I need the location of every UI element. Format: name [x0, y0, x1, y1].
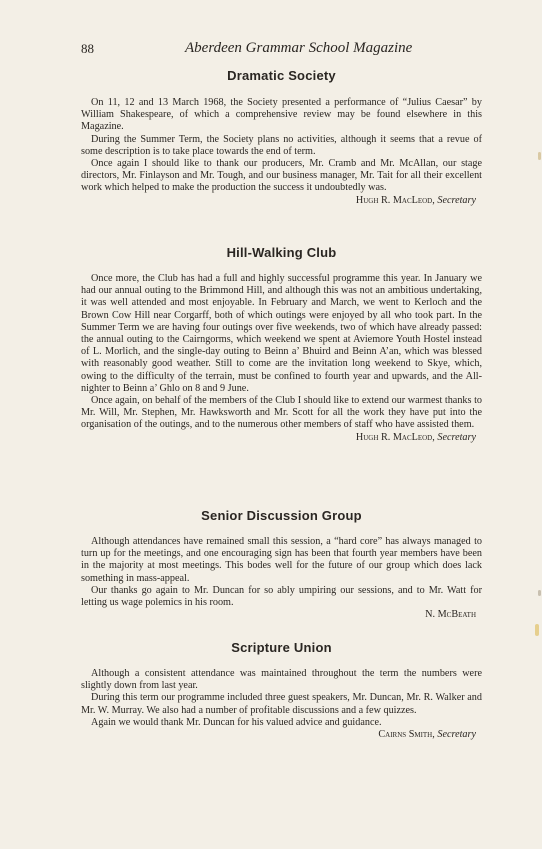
signature-role: Secretary	[437, 729, 476, 741]
scan-mark	[535, 624, 539, 636]
signature-name: Hugh R. MacLeod,	[355, 194, 435, 206]
section-dramatic-society	[81, 68, 482, 207]
paragraph: Once more, the Club has had a full and highly successful programme this year. In January we had our annual outing to the Brimmond Hill, and although this was not an ambitious undertaking, it was well attended and most enjoyable. In February and March, we went to Kerloch and the Brown Cow Hill near Corgarff, both of which outings were enjoyed by all who took part. In the Summer Term we are having four outings over five weekends, two of which have already passed: the annual outing to the Cairngorms, which weekend we spent at Aviemore Youth Hostel instead of L. Morlich, and the single-day outing to Beinn a’ Bhuird and Beinn A’an, which was blessed with reasonably good weather. Still to come are the invitation long weekend to Skye, which, owing to the difficulty of the terrain, must be confined to fourth year and upwards, and the All-nighter to Beinn a’ Ghlo on 8 and 9 June.	[81, 273, 482, 394]
paragraph: Although a consistent attendance was maintained throughout the term the numbers were slightly down from last year.	[81, 668, 482, 692]
page-number: 88	[81, 41, 94, 56]
paragraph: On 11, 12 and 13 March 1968, the Society presented a performance of “Julius Caesar” by William Shakespeare, of which a comprehensive review may be found elsewhere in this Magazine.	[81, 97, 482, 133]
paragraph: During the Summer Term, the Society plans no activities, although it seems that a revue of some description is to take place towards the end of term.	[81, 133, 482, 157]
section-title: Hill-Walking Club	[226, 245, 337, 260]
signature	[81, 432, 482, 444]
paragraph: Once again, on behalf of the members of the Club I should like to extend our warmest thanks to Mr. Will, Mr. Stephen, Mr. Hawksworth and Mr. Scott for all the work they have put into the organisation of the outings, and to the numerous other members of staff who have assisted them.	[81, 395, 482, 431]
scan-mark	[538, 152, 541, 160]
running-header	[81, 41, 481, 61]
signature-role: Secretary	[437, 431, 476, 443]
section-senior-discussion-group	[81, 508, 482, 621]
section-title: Senior Discussion Group	[201, 508, 362, 523]
paragraph: Again we would thank Mr. Duncan for his valued advice and guidance.	[91, 716, 382, 728]
section-title: Dramatic Society	[227, 68, 336, 83]
scan-mark	[538, 590, 541, 596]
paragraph: During this term our programme included three guest speakers, Mr. Duncan, Mr. R. Walker and Mr. W. Murray. We also had a number of profitable discussions and a few quizzes.	[81, 692, 482, 716]
paragraph: Our thanks go again to Mr. Duncan for so ably umpiring our sessions, and to Mr. Watt for letting us wage polemics in his room.	[81, 584, 482, 609]
signature	[81, 729, 482, 741]
paragraph: Once again I should like to thank our producers, Mr. Cramb and Mr. McAllan, our stage directors, Mr. Finlayson and Mr. Tough, and our business manager, Mr. Tait for all their excellent work which helped to make the production the success it undoubtedly was.	[81, 158, 482, 194]
signature-name: Hugh R. MacLeod,	[355, 431, 435, 443]
signature-name: Cairns Smith,	[378, 729, 435, 741]
signature	[81, 609, 482, 621]
signature	[81, 195, 482, 207]
signature-name: N. McBeath	[425, 609, 476, 621]
paragraph: Although attendances have remained small this session, a “hard core” has always managed to turn up for the meetings, and one encouraging sign has been that fourth year members have been in the majority at most meetings. This bodes well for the future of our group which does lack something in mass-appeal.	[81, 536, 482, 584]
section-title: Scripture Union	[231, 640, 332, 655]
running-title: Aberdeen Grammar School Magazine	[185, 40, 413, 56]
signature-role: Secretary	[437, 194, 476, 206]
section-hill-walking-club	[81, 245, 482, 444]
section-scripture-union	[81, 640, 482, 741]
